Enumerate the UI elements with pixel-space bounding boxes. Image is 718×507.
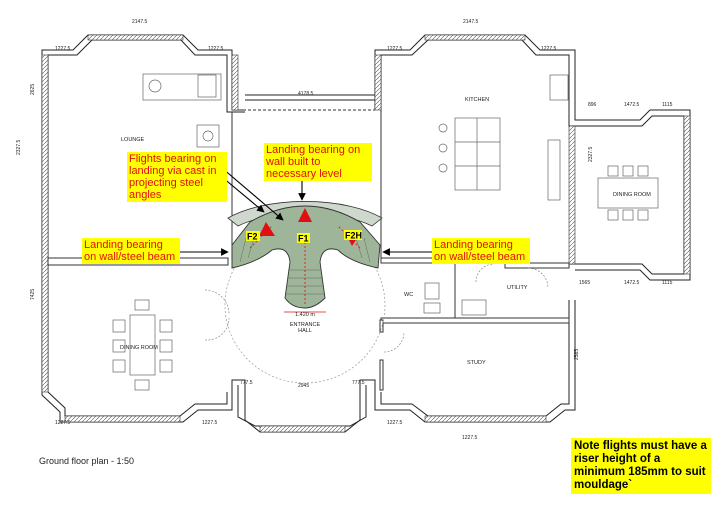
- drawing-caption: Ground floor plan - 1:50: [39, 456, 135, 466]
- dim-dining-right-a: 896: [588, 102, 597, 108]
- dim-dining-right-c: 1115: [662, 102, 673, 108]
- flight-label-f2h: F2H: [345, 230, 363, 241]
- dim-dining-right-f: 1115: [662, 280, 673, 286]
- dim-upper-left-a: 1227.5: [55, 46, 71, 52]
- room-label-lounge: LOUNGE: [121, 137, 145, 143]
- callout-landing-left: Landing bearing on wall/steel beam: [82, 238, 180, 264]
- dim-upper-right-b: 1227.5: [541, 46, 557, 52]
- dim-top-right: 2147.5: [463, 19, 479, 25]
- dim-bottom-left: 1227.5: [55, 420, 71, 426]
- dim-top-left: 2147.5: [132, 19, 148, 25]
- door-swings: [205, 264, 548, 352]
- staircase: [228, 201, 382, 312]
- callout-flights-bearing: Flights bearing on landing via cast in projecting steel angles: [127, 152, 227, 202]
- room-label-entrance-hall: ENTRANCE HALL: [289, 322, 321, 334]
- note-riser-height: Note flights must have a riser height of a minimum 185mm to suit mouldage`: [571, 438, 711, 494]
- lounge-furniture: [143, 74, 221, 147]
- dim-bottom-left2: 1227.5: [202, 420, 218, 426]
- dim-dining-right-d: 1565: [579, 280, 591, 286]
- dim-upper-left-b: 1227.5: [208, 46, 224, 52]
- room-label-kitchen: KITCHEN: [465, 97, 490, 103]
- room-label-dining-left: DINING ROOM: [120, 345, 158, 351]
- dim-left-short: 2625: [30, 83, 36, 95]
- dim-entrance-r: 777.5: [352, 380, 365, 386]
- dim-left-vertical: 2327.5: [16, 139, 22, 155]
- dim-bottom-right2: 1227.5: [462, 435, 478, 441]
- dim-dining-right-v: 2327.5: [588, 146, 594, 162]
- dim-left-long: 7425: [30, 288, 36, 300]
- callout-landing-wall: Landing bearing on wall built to necessary level: [264, 143, 372, 181]
- kitchen-furniture: [439, 75, 568, 200]
- dim-entrance-bottom: 2945: [298, 383, 310, 389]
- room-label-dining-right: DINING ROOM: [613, 192, 651, 198]
- room-label-utility: UTILITY: [507, 285, 528, 291]
- flight-label-f2: F2: [247, 231, 258, 242]
- callout-landing-right: Landing bearing on wall/steel beam: [432, 238, 530, 264]
- dim-study-v: 2585: [574, 348, 580, 360]
- room-label-wc: WC: [404, 292, 414, 298]
- dim-upper-right-a: 1227.5: [387, 46, 403, 52]
- stair-width-dimension: 1.420 m: [295, 312, 315, 318]
- dim-entrance-l: 777.5: [240, 380, 253, 386]
- dim-center-top: 4178.5: [298, 91, 314, 97]
- flight-label-f1: F1: [298, 233, 309, 244]
- room-label-study: STUDY: [467, 360, 486, 366]
- dim-dining-right-b: 1472.5: [624, 102, 640, 108]
- dim-bottom-right: 1227.5: [387, 420, 403, 426]
- dim-dining-right-e: 1472.5: [624, 280, 640, 286]
